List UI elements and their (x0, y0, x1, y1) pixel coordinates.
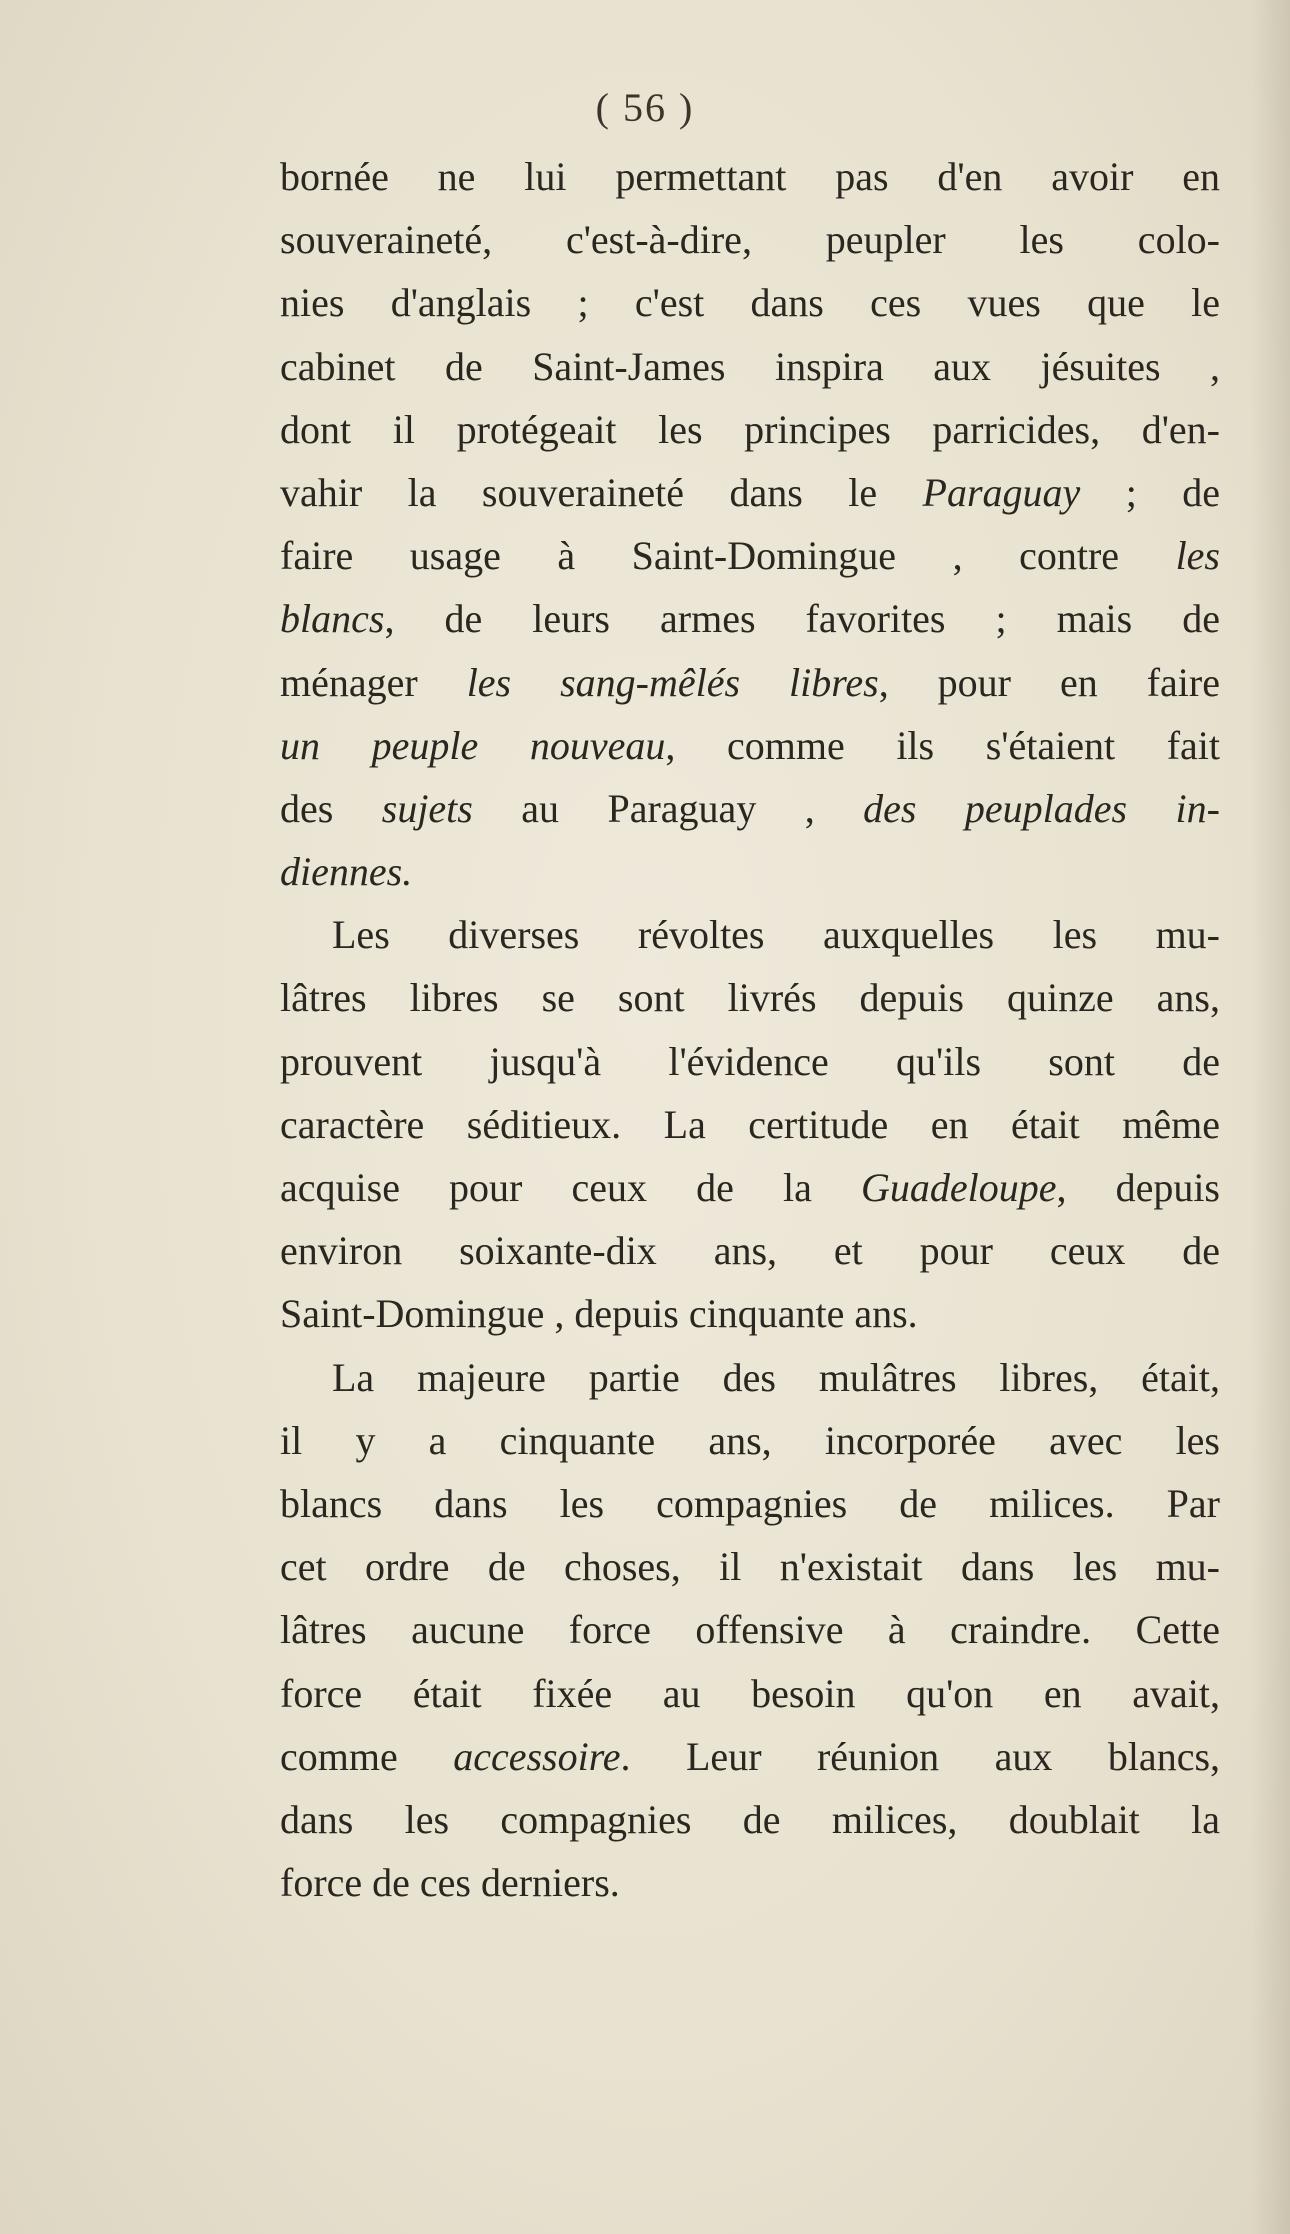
text-line (280, 398, 1220, 461)
text-segment: souveraineté, c'est-à-dire, peupler les colo- (280, 217, 1220, 263)
text-line (280, 1030, 1220, 1093)
text-segment: acquise pour ceux de la (280, 1165, 861, 1210)
text-line (280, 714, 1220, 777)
text-segment: ; de (1080, 469, 1221, 515)
text-line (280, 1788, 1220, 1851)
text-segment: Les diverses révoltes auxquelles les mu- (332, 912, 1220, 958)
text-segment: il y a cinquante ans, incorporée avec les (280, 1417, 1220, 1463)
text-line (280, 1156, 1220, 1219)
text-segment: dans les compagnies de milices, doublait la (280, 1796, 1220, 1842)
text-line (280, 651, 1220, 714)
italic-text: Paraguay (922, 469, 1081, 515)
text-segment: , pour en faire (878, 659, 1220, 705)
text-segment: , comme ils s'étaient fait (665, 722, 1220, 768)
text-segment: cet ordre de choses, il n'existait dans les mu- (280, 1544, 1220, 1590)
text-segment: cabinet de Saint-James inspira aux jésuites , (280, 343, 1220, 389)
text-line (280, 1851, 1220, 1914)
text-segment: ménager (280, 659, 467, 705)
text-line (280, 1598, 1220, 1661)
text-segment: lâtres aucune force offensive à craindre. Cette (280, 1607, 1220, 1653)
text-segment: La majeure partie des mulâtres libres, était, (332, 1354, 1220, 1400)
text-segment: vahir la souveraineté dans le (280, 469, 923, 515)
text-line (280, 1282, 1220, 1345)
text-segment: , de leurs armes favorites ; mais de (384, 596, 1220, 642)
italic-text: des peuplades in- (863, 785, 1220, 831)
text-line (280, 1346, 1220, 1409)
text-line (280, 966, 1220, 1029)
text-line (280, 1535, 1220, 1598)
text-segment: , depuis (1056, 1165, 1220, 1210)
text-segment: des (280, 785, 382, 831)
text-segment: lâtres libres se sont livrés depuis quinze ans, (280, 975, 1220, 1021)
text-line (280, 777, 1220, 840)
text-line (280, 1409, 1220, 1472)
text-segment: au Paraguay , (472, 785, 864, 831)
text-segment: prouvent jusqu'à l'évidence qu'ils sont de (280, 1038, 1220, 1084)
italic-text: diennes. (280, 849, 413, 895)
text-line (280, 1662, 1220, 1725)
text-segment: caractère séditieux. La certitude en était même (280, 1101, 1220, 1147)
text-line (280, 903, 1220, 966)
italic-text: les (1175, 533, 1220, 579)
text-line (280, 524, 1220, 587)
text-segment: blancs dans les compagnies de milices. Par (280, 1480, 1220, 1526)
italic-text: les sang-mêlés libres (466, 659, 879, 705)
italic-text: accessoire (453, 1733, 621, 1779)
text-line (280, 1093, 1220, 1156)
text-segment: comme (280, 1733, 454, 1779)
text-segment: environ soixante-dix ans, et pour ceux de (280, 1228, 1220, 1274)
italic-text: sujets (381, 785, 473, 831)
text-segment: force de ces derniers. (280, 1860, 620, 1906)
text-segment: Saint-Domingue , depuis cinquante ans. (280, 1291, 918, 1337)
text-line (280, 1219, 1220, 1282)
text-line (280, 1725, 1220, 1788)
text-segment: bornée ne lui permettant pas d'en avoir en (280, 154, 1220, 199)
text-segment: force était fixée au besoin qu'on en avait, (280, 1670, 1220, 1716)
page-spine-shadow (1250, 0, 1290, 2234)
italic-text: Guadeloupe (860, 1165, 1057, 1210)
body-text (280, 145, 1220, 1914)
text-segment: faire usage à Saint-Domingue , contre (280, 533, 1176, 579)
text-line (280, 1472, 1220, 1535)
italic-text: un peuple nouveau (280, 722, 666, 768)
text-segment: nies d'anglais ; c'est dans ces vues que le (280, 280, 1220, 326)
text-segment: . Leur réunion aux blancs, (620, 1733, 1221, 1779)
text-line (280, 145, 1220, 208)
text-line (280, 840, 1220, 903)
text-line (280, 461, 1220, 524)
italic-text: blancs (280, 596, 385, 642)
text-line (280, 335, 1220, 398)
text-segment: dont il protégeait les principes parricides, d'en- (280, 406, 1220, 452)
text-line (280, 271, 1220, 334)
page-number: ( 56 ) (595, 85, 695, 130)
text-line (280, 208, 1220, 271)
text-line (280, 587, 1220, 650)
